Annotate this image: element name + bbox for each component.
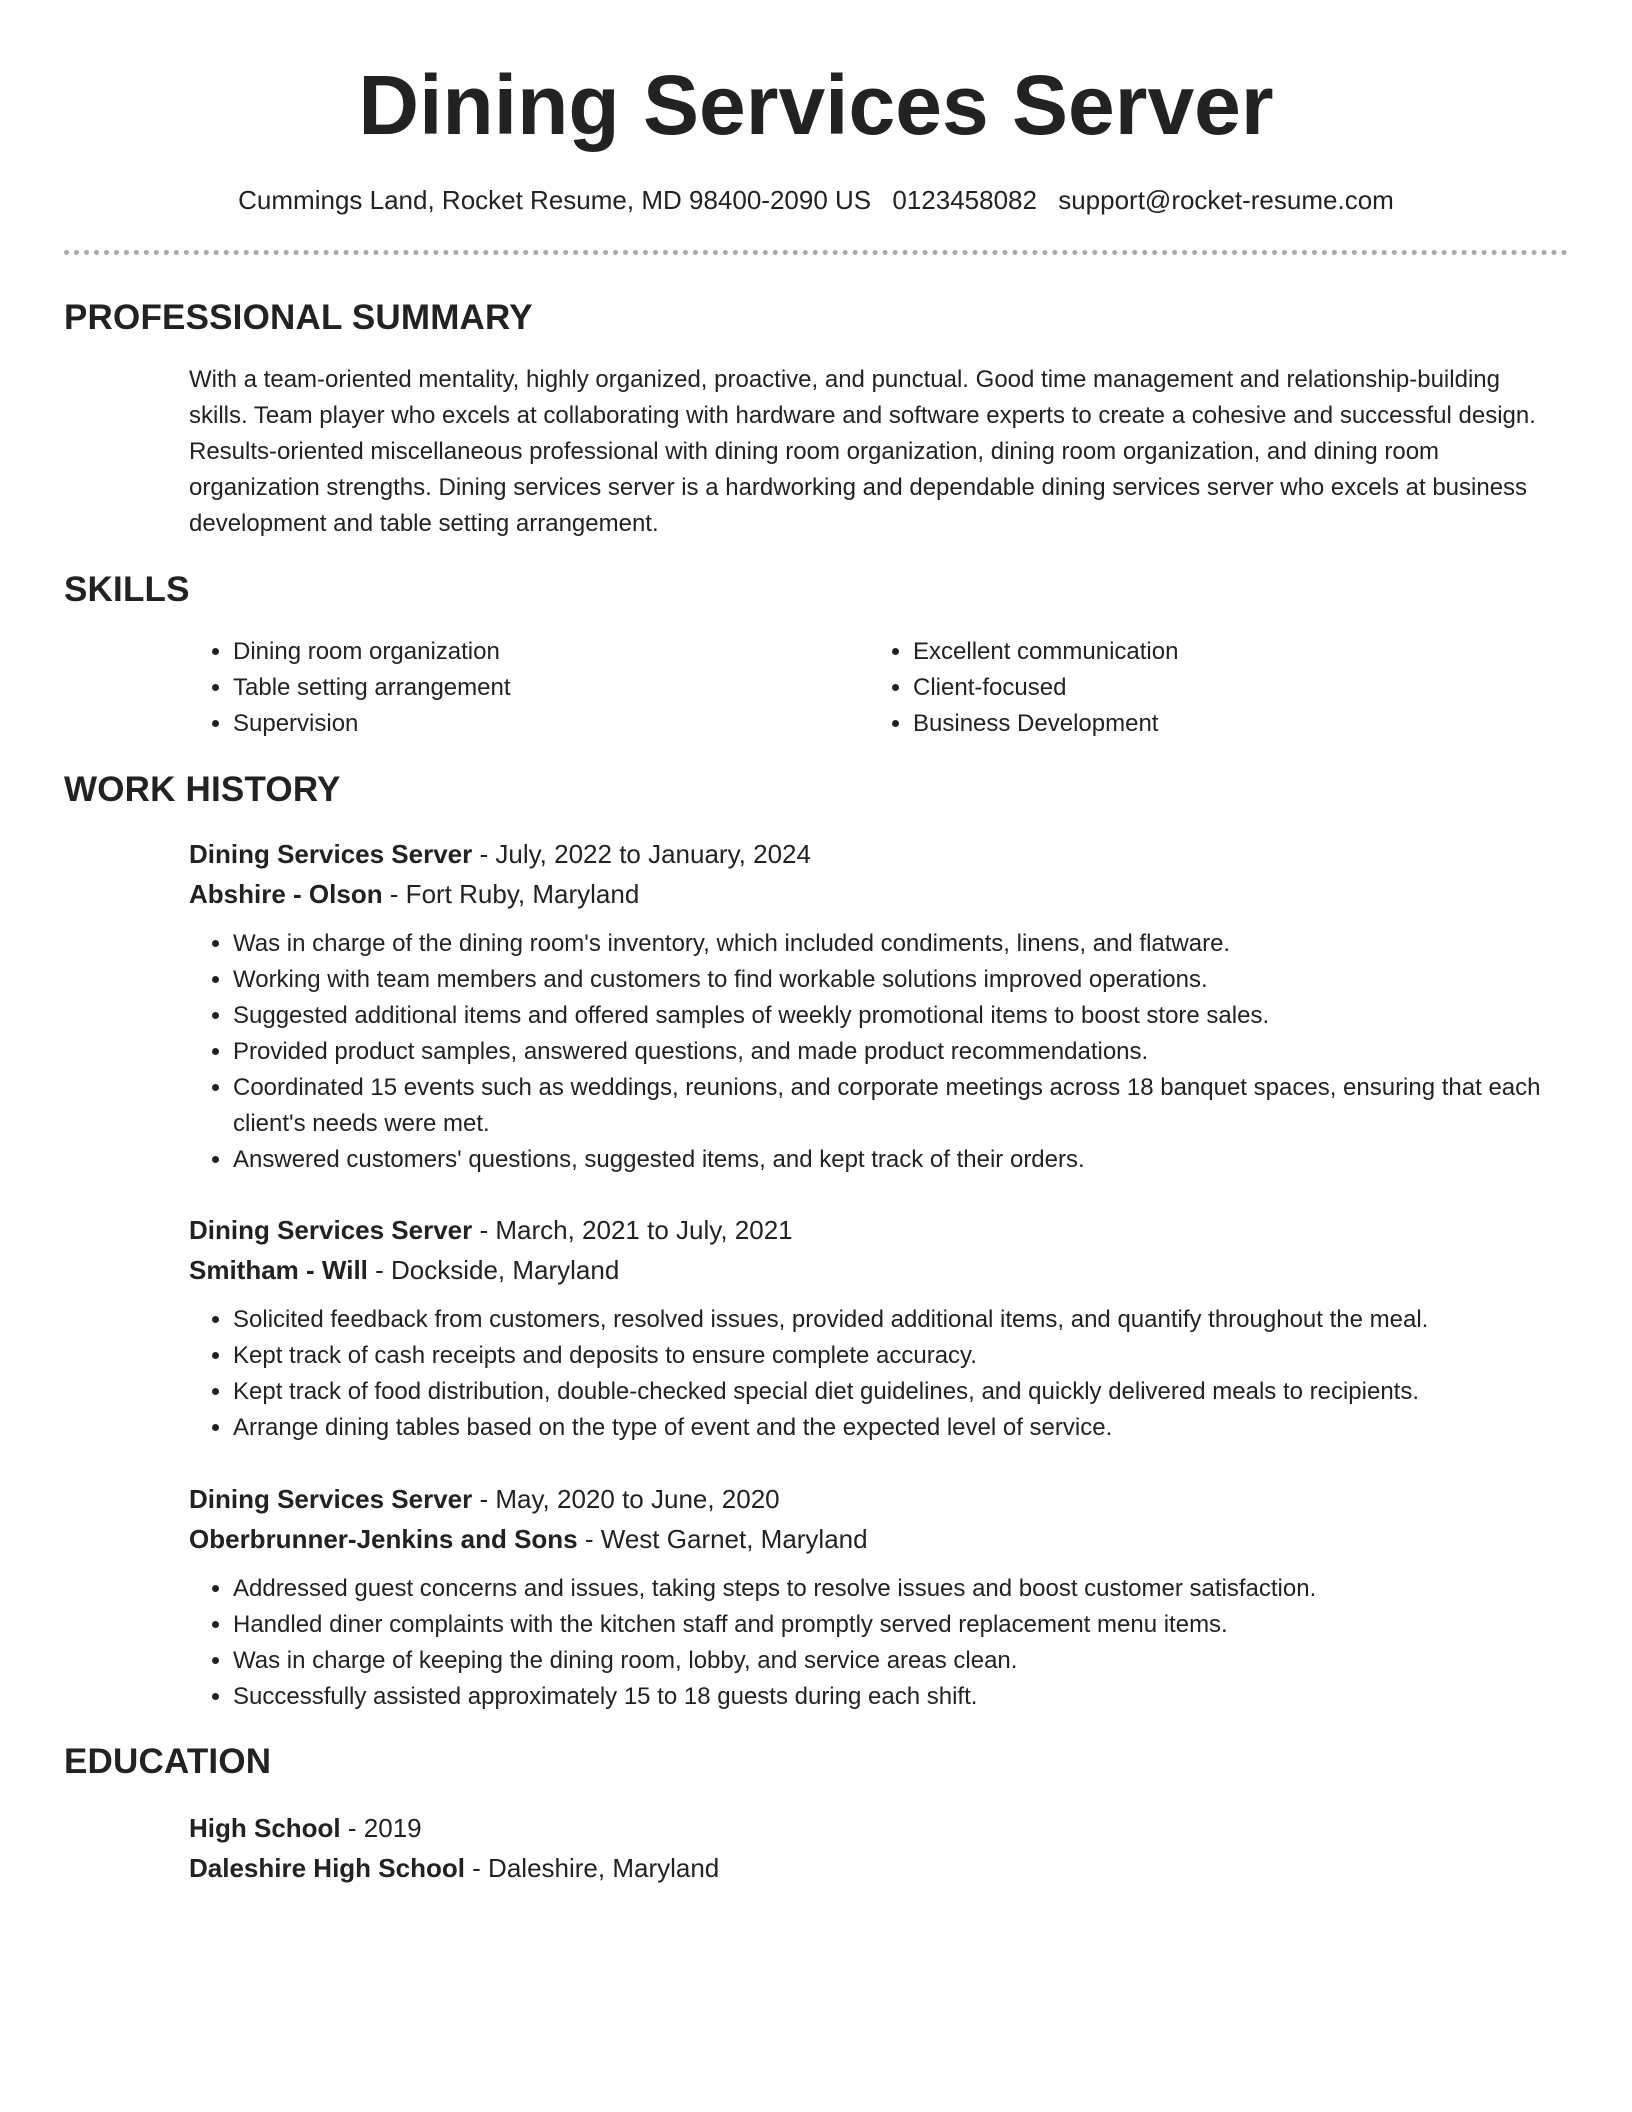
job-role: Dining Services Server	[189, 1215, 473, 1245]
job-dates: - May, 2020 to June, 2020	[472, 1484, 780, 1514]
contact-email: support@rocket-resume.com	[1058, 185, 1394, 215]
job-bullet: • Arrange dining tables based on the type of event and the expected level of service.	[233, 1410, 1559, 1446]
job-bullets	[189, 1302, 1559, 1446]
skills-grid	[189, 634, 1559, 742]
job-dates: - March, 2021 to July, 2021	[472, 1215, 793, 1245]
education-school-line	[189, 1848, 1559, 1888]
job-company: Smitham - Will	[189, 1255, 368, 1285]
education-degree-line	[189, 1808, 1559, 1848]
skill-item: • Excellent communication	[913, 634, 1549, 670]
skill-item: • Client-focused	[913, 670, 1549, 706]
job-bullet: • Successfully assisted approximately 15 to 18 guests during each shift.	[233, 1679, 1559, 1715]
job-entry	[189, 1210, 1559, 1446]
job-bullet: • Coordinated 15 events such as weddings, reunions, and corporate meetings across 18 banquet spaces, ensuring that each client's needs were met.	[233, 1070, 1559, 1142]
job-bullets	[189, 1571, 1559, 1715]
header-divider	[64, 250, 1568, 255]
contact-phone: 0123458082	[892, 185, 1037, 215]
job-entry	[189, 1479, 1559, 1715]
job-company-line	[189, 1519, 1559, 1559]
job-bullet: • Answered customers' questions, suggested items, and kept track of their orders.	[233, 1142, 1559, 1178]
job-company: Abshire - Olson	[189, 879, 383, 909]
job-bullets	[189, 926, 1559, 1178]
job-bullet: • Kept track of food distribution, double-checked special diet guidelines, and quickly delivered meals to recipients.	[233, 1374, 1559, 1410]
job-entry	[189, 834, 1559, 1178]
job-bullet: • Kept track of cash receipts and deposits to ensure complete accuracy.	[233, 1338, 1559, 1374]
education-degree: High School	[189, 1813, 341, 1843]
job-location: - Fort Ruby, Maryland	[382, 879, 640, 909]
job-bullet: • Addressed guest concerns and issues, taking steps to resolve issues and boost customer satisfaction.	[233, 1571, 1559, 1607]
job-bullet: • Suggested additional items and offered samples of weekly promotional items to boost store sales.	[233, 998, 1559, 1034]
skills-list-right	[869, 634, 1549, 742]
job-role: Dining Services Server	[189, 1484, 473, 1514]
skill-item: • Supervision	[233, 706, 869, 742]
job-title-line	[189, 1479, 1559, 1519]
job-role: Dining Services Server	[189, 839, 473, 869]
job-company-line	[189, 1250, 1559, 1290]
job-bullet: • Working with team members and customers to find workable solutions improved operations.	[233, 962, 1559, 998]
skill-item: • Table setting arrangement	[233, 670, 869, 706]
job-title-line	[189, 834, 1559, 874]
candidate-name: Dining Services Server	[358, 58, 1274, 152]
contact-address: Cummings Land, Rocket Resume, MD 98400-2090 US	[238, 185, 872, 215]
job-company: Oberbrunner-Jenkins and Sons	[189, 1524, 578, 1554]
job-location: - West Garnet, Maryland	[577, 1524, 868, 1554]
section-title-education: EDUCATION	[64, 1742, 272, 1781]
job-company-line	[189, 874, 1559, 914]
skill-item: • Dining room organization	[233, 634, 869, 670]
job-dates: - July, 2022 to January, 2024	[472, 839, 811, 869]
summary-text: With a team-oriented mentality, highly organized, proactive, and punctual. Good time management and relationship-building skills. Team player who excels at collaborating with hardware and software experts to create a cohesive and successful design. Results-oriented miscellaneous professional with dining room organization, dining room organization, and dining room organization strengths. Dining services server is a hardworking and dependable dining services server who excels at business development and table setting arrangement.	[189, 366, 1536, 537]
job-bullet: • Was in charge of the dining room's inventory, which included condiments, linens, and flatware.	[233, 926, 1559, 962]
education-entry	[189, 1808, 1559, 1888]
section-title-skills: SKILLS	[64, 570, 190, 609]
education-location: - Daleshire, Maryland	[464, 1853, 720, 1883]
job-bullet: • Handled diner complaints with the kitchen staff and promptly served replacement menu items.	[233, 1607, 1559, 1643]
summary-section	[189, 362, 1559, 542]
education-year: - 2019	[340, 1813, 422, 1843]
skill-item: • Business Development	[913, 706, 1549, 742]
job-location: - Dockside, Maryland	[367, 1255, 620, 1285]
skills-section	[189, 634, 1559, 742]
job-bullet: • Provided product samples, answered questions, and made product recommendations.	[233, 1034, 1559, 1070]
job-bullet: • Was in charge of keeping the dining room, lobby, and service areas clean.	[233, 1643, 1559, 1679]
education-school: Daleshire High School	[189, 1853, 465, 1883]
job-bullet: • Solicited feedback from customers, resolved issues, provided additional items, and quantify throughout the meal.	[233, 1302, 1559, 1338]
skills-list-left	[189, 634, 869, 742]
contact-line	[0, 180, 1632, 220]
job-title-line	[189, 1210, 1559, 1250]
section-title-summary: PROFESSIONAL SUMMARY	[64, 298, 533, 337]
section-title-work-history: WORK HISTORY	[64, 770, 341, 809]
